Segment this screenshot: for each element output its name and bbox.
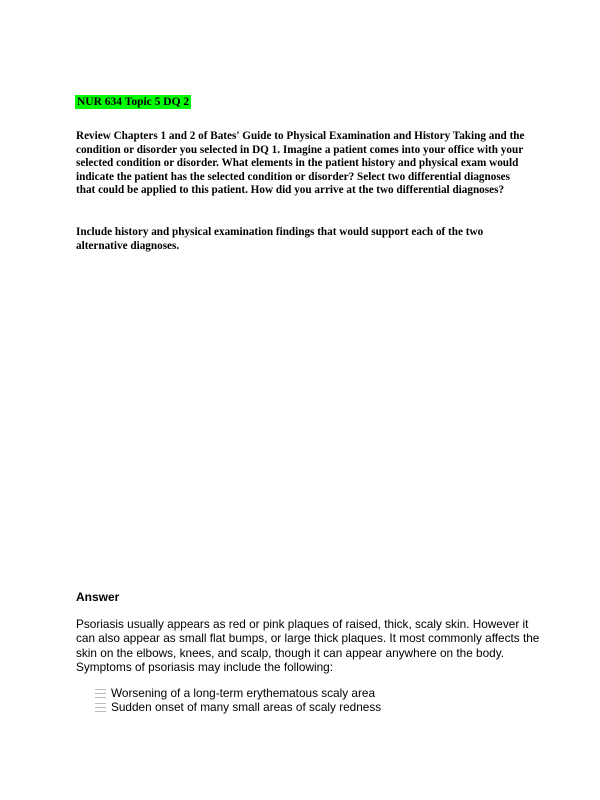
answer-heading: Answer <box>76 590 120 604</box>
question-instruction: Include history and physical examination findings that would support each of the two alternative diagnoses. <box>76 226 484 252</box>
list-item-text: Sudden onset of many small areas of scaly redness <box>111 700 382 715</box>
bullet-icon <box>95 703 106 712</box>
bullet-icon <box>95 689 106 698</box>
discussion-question: Review Chapters 1 and 2 of Bates' Guide to Physical Examination and History Taking and the condition or disorder you selected in DQ 1. Imagine a patient comes into your office with your selected condition or disorder. What elements in the patient history and physical exam would indicate the patient has the selected condition or disorder? Select two differential diagnoses that could be applied to this patient. How did you arrive at the two differential diagnoses? <box>76 130 525 196</box>
list-item-text: Worsening of a long-term erythematous scaly area <box>111 686 376 700</box>
symptom-list <box>95 686 515 715</box>
answer-paragraph: Psoriasis usually appears as red or pink plaques of raised, thick, scaly skin. However it can also appear as small flat bumps, or large thick plaques. It most commonly affects the skin on the elbows, knees, and scalp, though it can appear anywhere on the body. Symptoms of psoriasis may include the following: <box>76 617 540 675</box>
list-item <box>95 700 515 714</box>
document-title: NUR 634 Topic 5 DQ 2 <box>77 96 190 108</box>
list-item <box>95 686 515 700</box>
